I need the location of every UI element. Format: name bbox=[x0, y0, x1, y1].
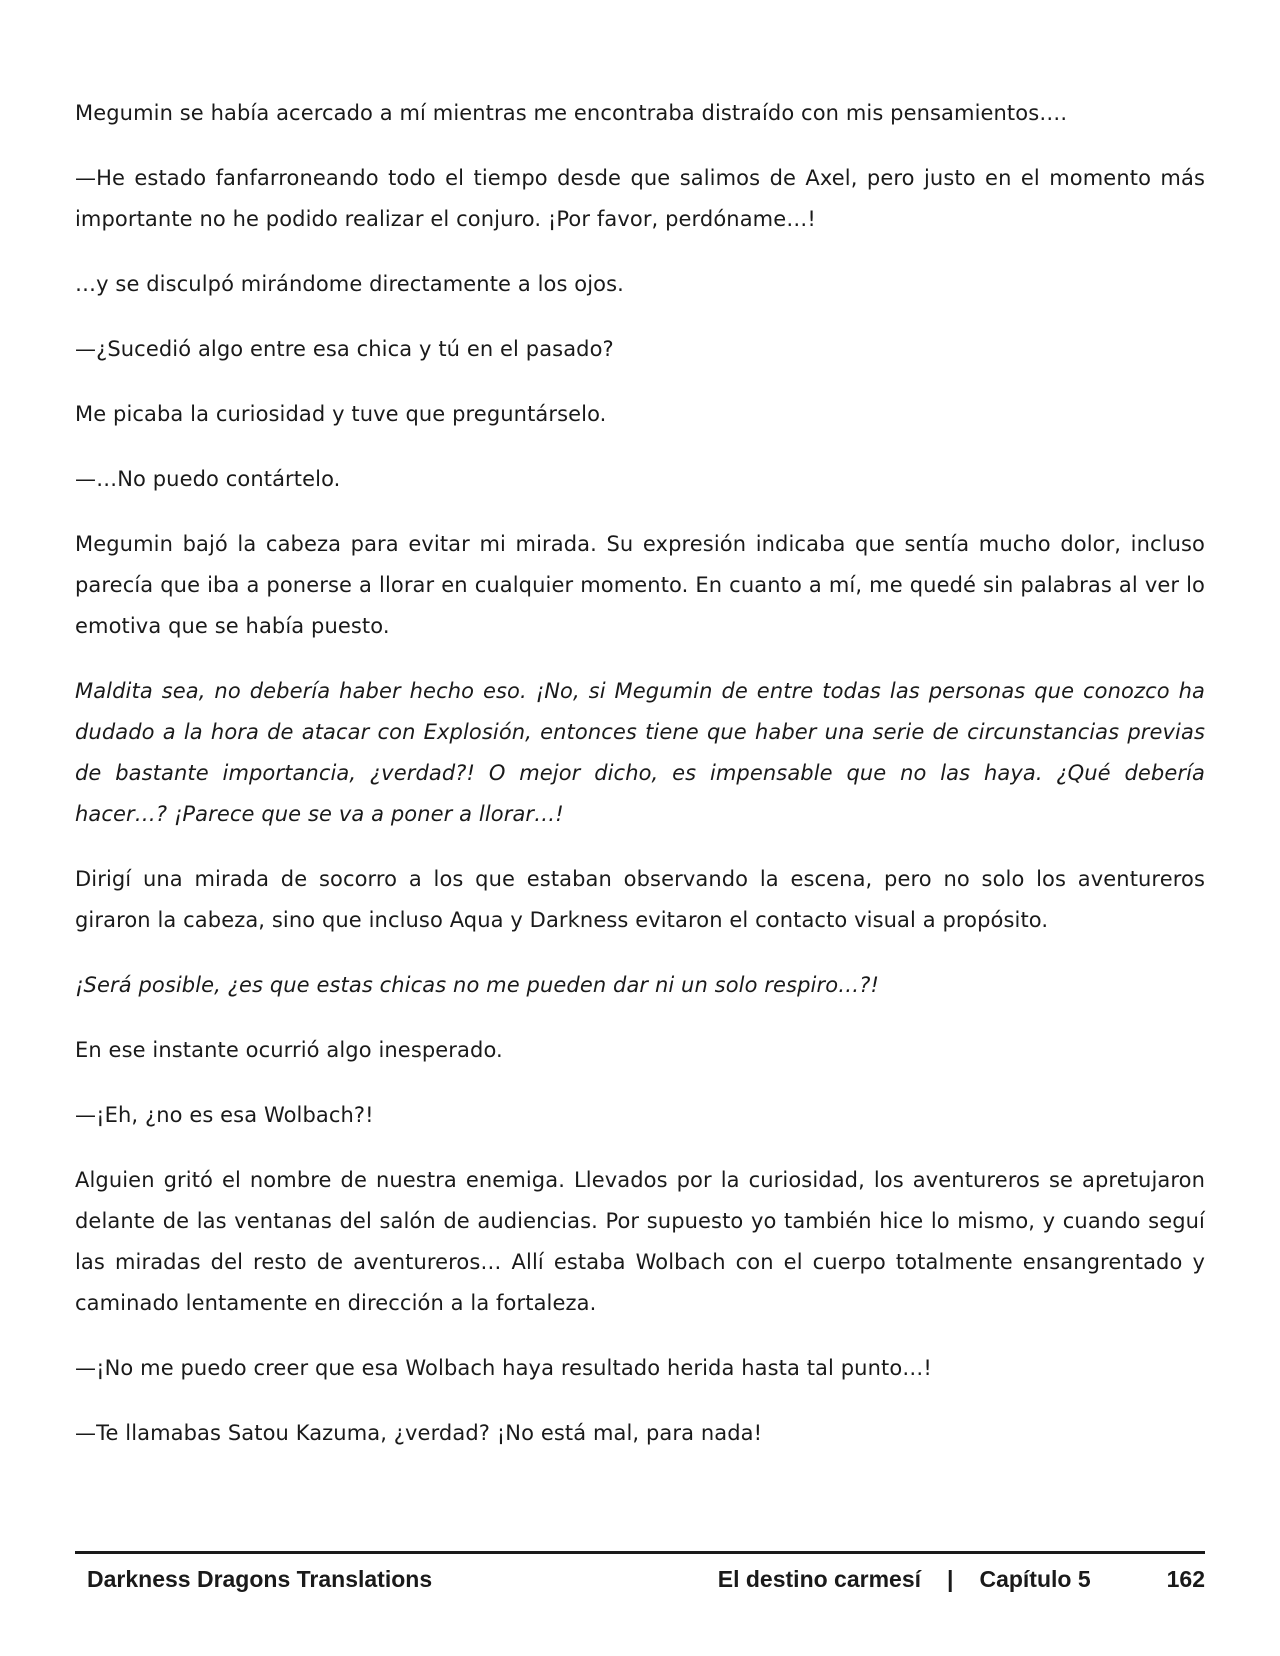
paragraph: …y se disculpó mirándome directamente a los ojos. bbox=[75, 272, 624, 296]
footer-divider bbox=[75, 1551, 1205, 1554]
paragraph: En ese instante ocurrió algo inesperado. bbox=[75, 1038, 503, 1062]
paragraph: —¿Sucedió algo entre esa chica y tú en el pasado? bbox=[75, 337, 614, 361]
footer-separator: | bbox=[947, 1566, 954, 1592]
book-title: El destino carmesí bbox=[717, 1566, 922, 1592]
paragraph: —…No puedo contártelo. bbox=[75, 467, 341, 491]
paragraph: Me picaba la curiosidad y tuve que preguntárselo. bbox=[75, 402, 607, 426]
paragraph: Dirigí una mirada de socorro a los que estaban observando la escena, pero no solo los aventureros giraron la cabeza, sino que incluso Aqua y Darkness evitaron el contacto visual a propósito. bbox=[75, 867, 1205, 932]
paragraph: Megumin se había acercado a mí mientras me encontraba distraído con mis pensamientos…. bbox=[75, 101, 1068, 125]
footer-right-group bbox=[718, 1566, 1205, 1593]
paragraph: —Te llamabas Satou Kazuma, ¿verdad? ¡No está mal, para nada! bbox=[75, 1421, 763, 1445]
paragraph: —¡No me puedo creer que esa Wolbach haya resultado herida hasta tal punto…! bbox=[75, 1356, 932, 1380]
page-number: 162 bbox=[1166, 1566, 1205, 1592]
translator-credit: Darkness Dragons Translations bbox=[87, 1566, 433, 1592]
page-body bbox=[75, 93, 1205, 1478]
paragraph: Megumin bajó la cabeza para evitar mi mirada. Su expresión indicaba que sentía mucho dolor, incluso parecía que iba a ponerse a llorar en cualquier momento. En cuanto a mí, me quedé sin palabras al ver lo emotiva que se había puesto. bbox=[75, 532, 1205, 638]
chapter-label: Capítulo 5 bbox=[979, 1566, 1091, 1592]
inner-thought-paragraph: ¡Será posible, ¿es que estas chicas no me pueden dar ni un solo respiro…?! bbox=[75, 973, 880, 997]
paragraph: Alguien gritó el nombre de nuestra enemiga. Llevados por la curiosidad, los aventureros se apretujaron delante de las ventanas del salón de audiencias. Por supuesto yo también hice lo mismo, y cuando seguí las miradas del resto de aventureros… Allí estaba Wolbach con el cuerpo totalmente ensangrentado y caminado lentamente en dirección a la fortaleza. bbox=[75, 1168, 1205, 1315]
page-footer bbox=[75, 1566, 1205, 1598]
paragraph: —¡Eh, ¿no es esa Wolbach?! bbox=[75, 1103, 374, 1127]
inner-thought-paragraph: Maldita sea, no debería haber hecho eso. ¡No, si Megumin de entre todas las personas que conozco ha dudado a la hora de atacar con Explosión, entonces tiene que haber una serie de circunstancias previas de bastante importancia, ¿verdad?! O mejor dicho, es impensable que no las haya. ¿Qué debería hacer…? ¡Parece que se va a poner a llorar…! bbox=[75, 679, 1205, 826]
paragraph: —He estado fanfarroneando todo el tiempo desde que salimos de Axel, pero justo en el momento más importante no he podido realizar el conjuro. ¡Por favor, perdóname…! bbox=[75, 166, 1205, 231]
